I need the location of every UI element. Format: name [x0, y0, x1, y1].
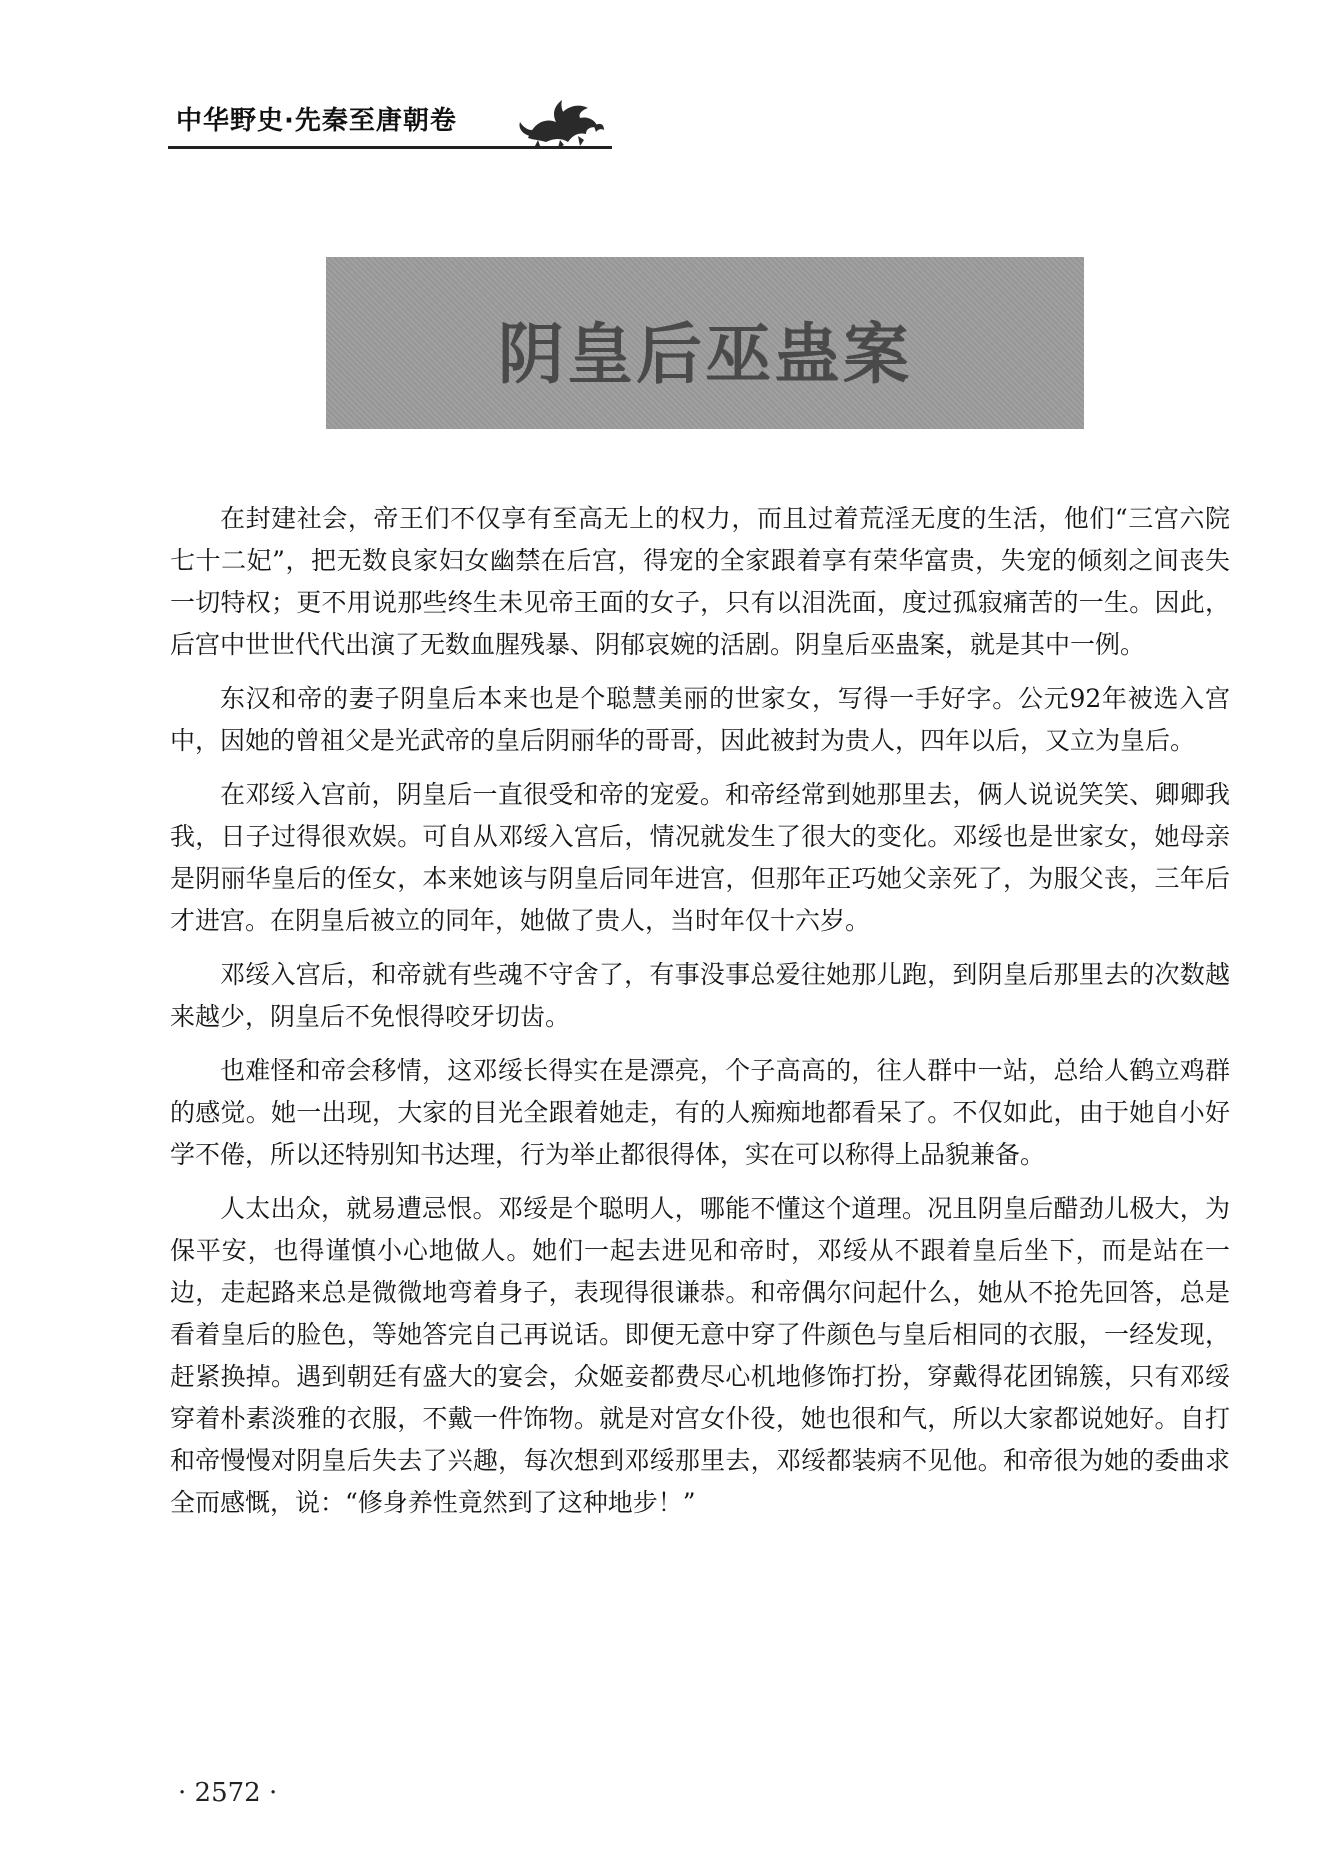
paragraph: 在封建社会，帝王们不仅享有至高无上的权力，而且过着荒淫无度的生活，他们“三宫六院七十二妃”，把无数良家妇女幽禁在后宫，得宠的全家跟着享有荣华富贵，失宠的倾刻之间丧失一切特权；更不用说那些终生未见帝王面的女子，只有以泪洗面，度过孤寂痛苦的一生。因此，后宫中世世代代出演了无数血腥残暴、阴郁哀婉的活剧。阴皇后巫蛊案，就是其中一例。	[170, 504, 1230, 659]
running-header	[168, 88, 612, 158]
paragraph: 人太出众，就易遭忌恨。邓绥是个聪明人，哪能不懂这个道理。况且阴皇后醋劲儿极大，为保平安，也得谨慎小心地做人。她们一起去进见和帝时，邓绥从不跟着皇后坐下，而是站在一边，走起路来总是微微地弯着身子，表现得很谦恭。和帝偶尔问起什么，她从不抢先回答，总是看着皇后的脸色，等她答完自己再说话。即便无意中穿了件颜色与皇后相同的衣服，一经发现，赶紧换掉。遇到朝廷有盛大的宴会，众姬妾都费尽心机地修饰打扮，穿戴得花团锦簇，只有邓绥穿着朴素淡雅的衣服，不戴一件饰物。就是对宫女仆役，她也很和气，所以大家都说她好。自打和帝慢慢对阴皇后失去了兴趣，每次想到邓绥那里去，邓绥都装病不见他。和帝很为她的委曲求全而感慨，说：“修身养性竟然到了这种地步！”	[170, 1194, 1230, 1517]
dragon-emblem-icon	[516, 88, 606, 150]
body-text	[170, 498, 1230, 1536]
chapter-title: 阴皇后巫蛊案	[498, 315, 912, 393]
paragraph: 邓绥入宫后，和帝就有些魂不守舍了，有事没事总爱往她那儿跑，到阴皇后那里去的次数越来越少，阴皇后不免恨得咬牙切齿。	[170, 960, 1230, 1031]
paragraph: 东汉和帝的妻子阴皇后本来也是个聪慧美丽的世家女，写得一手好字。公元92年被选入宫中，因她的曾祖父是光武帝的皇后阴丽华的哥哥，因此被封为贵人，四年以后，又立为皇后。	[170, 684, 1230, 755]
chapter-title-box	[326, 257, 1084, 429]
header-rule	[168, 146, 612, 149]
page-number: · 2572 ·	[178, 1778, 278, 1808]
paragraph: 在邓绥入宫前，阴皇后一直很受和帝的宠爱。和帝经常到她那里去，俩人说说笑笑、卿卿我我，日子过得很欢娱。可自从邓绥入宫后，情况就发生了很大的变化。邓绥也是世家女，她母亲是阴丽华皇后的侄女，本来她该与阴皇后同年进宫，但那年正巧她父亲死了，为服父丧，三年后才进宫。在阴皇后被立的同年，她做了贵人，当时年仅十六岁。	[170, 780, 1230, 935]
paragraph: 也难怪和帝会移情，这邓绥长得实在是漂亮，个子高高的，往人群中一站，总给人鹤立鸡群的感觉。她一出现，大家的目光全跟着她走，有的人痴痴地都看呆了。不仅如此，由于她自小好学不倦，所以还特别知书达理，行为举止都很得体，实在可以称得上品貌兼备。	[170, 1056, 1230, 1169]
book-title: 中华野史·先秦至唐朝卷	[176, 106, 457, 136]
